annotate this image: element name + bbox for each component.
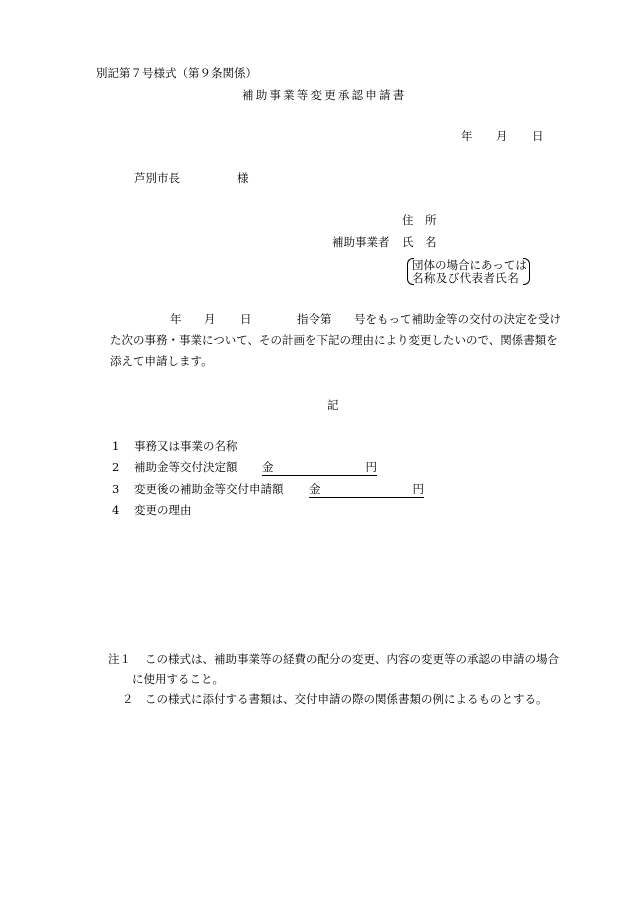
item-3-label: 変更後の補助金等交付申請額 — [134, 482, 284, 496]
body-month-label: 月 — [204, 312, 216, 326]
ki-heading: 記 — [327, 398, 339, 412]
body-line3: 添えて申請します。 — [110, 354, 213, 368]
addressee-honorific: 様 — [237, 171, 249, 185]
date-year-label: 年 — [461, 129, 473, 143]
organization-note-line2: 名称及び代表者氏名 — [412, 271, 520, 285]
right-bracket — [523, 258, 530, 285]
item-3-amount-field — [309, 484, 424, 498]
directive-prefix: 指令第 — [297, 312, 332, 326]
form-number: 別記第７号様式（第９条関係） — [96, 66, 257, 80]
item-3-prefix: 金 — [309, 482, 321, 496]
body-line1-rest: 号をもって補助金等の交付の決定を受け — [354, 312, 561, 326]
body-day-label: 日 — [240, 312, 252, 326]
item-2-amount-field — [262, 462, 377, 476]
addressee-name: 芦別市長 — [134, 171, 180, 185]
date-day-label: 日 — [532, 129, 544, 143]
document-title: 補助事業等変更承認申請書 — [242, 88, 407, 102]
body-year-label: 年 — [170, 312, 182, 326]
address-label: 住 所 — [402, 213, 437, 227]
item-2-label: 補助金等交付決定額 — [134, 460, 238, 474]
name-label: 氏 名 — [402, 235, 437, 249]
item-3-number: 3 — [112, 482, 120, 496]
body-line2: た次の事務・事業について、その計画を下記の理由により変更したいので、関係書類を — [110, 333, 558, 347]
date-month-label: 月 — [496, 129, 508, 143]
item-4-label: 変更の理由 — [134, 503, 192, 517]
item-1-label: 事務又は事業の名称 — [134, 439, 238, 453]
item-4-number: 4 — [112, 503, 120, 517]
organization-note-line1: 団体の場合にあっては — [412, 258, 527, 272]
note-2-number: ２ — [122, 692, 134, 706]
note-1-line2: に使用すること。 — [132, 672, 224, 686]
note-1-line1: この様式は、補助事業等の経費の配分の変更、内容の変更等の承認の申請の場合 — [145, 652, 559, 666]
note-1-label: 注１ — [108, 652, 131, 666]
organization-note — [407, 258, 530, 285]
item-2-number: 2 — [112, 460, 120, 474]
item-1-number: 1 — [112, 439, 120, 453]
applicant-role-label: 補助事業者 — [332, 235, 390, 249]
item-3-suffix: 円 — [412, 482, 424, 496]
item-2-suffix: 円 — [365, 460, 377, 474]
item-2-prefix: 金 — [262, 460, 274, 474]
note-2-text: この様式に添付する書類は、交付申請の際の関係書類の例によるものとする。 — [145, 692, 548, 706]
